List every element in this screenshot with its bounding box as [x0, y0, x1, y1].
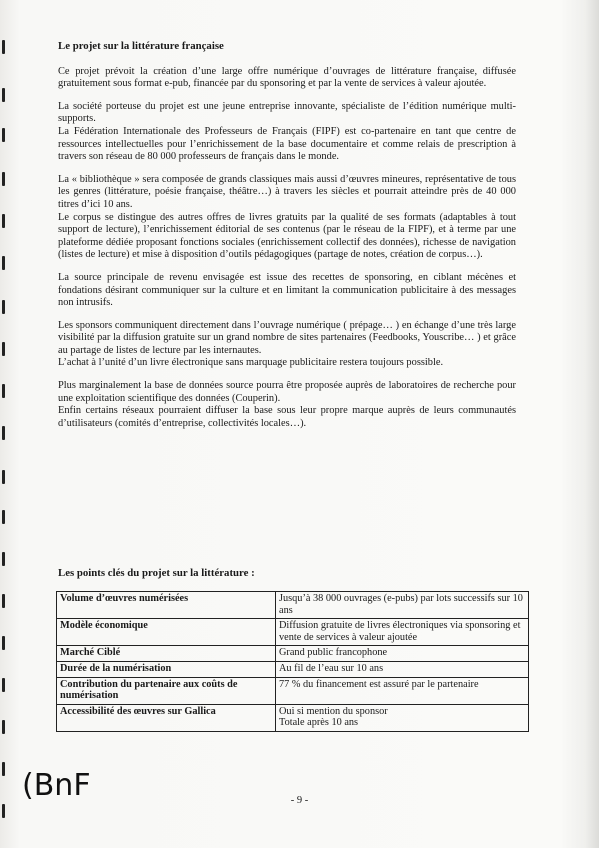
binding-mark: [2, 384, 5, 398]
binding-mark: [2, 636, 5, 650]
key-label: Durée de la numérisation: [57, 661, 276, 677]
binding-mark: [2, 426, 5, 440]
key-label: Contribution du partenaire aux coûts de numérisation: [57, 677, 276, 704]
page-edge-shadow: [585, 0, 599, 848]
key-points-table: [56, 591, 529, 732]
key-value: Grand public francophone: [276, 646, 529, 662]
key-label: Modèle économique: [57, 619, 276, 646]
paragraph-bibliotheque: La « bibliothèque » sera composée de grands classiques mais aussi d’œuvres mineures, représentative de tous les genres (littérature, poésie française, théâtre…) à travers les siècles et pourrait atteindre près de 40 000 titres d’ici 10 ans.: [58, 173, 516, 210]
logo-bracket: (: [22, 768, 34, 803]
paragraph-sponsors: Les sponsors communiquent directement dans l’ouvrage numérique ( prépage… ) en échange d’une très large visibilité par la diffusion gratuite sur un grand nombre de sites partenaires (Feedbooks, Youscribe… ) et grâce au partage de listes de lecture par les internautes.: [58, 319, 516, 356]
key-value-line: Oui si mention du sponsor: [279, 705, 388, 717]
binding-mark: [2, 88, 5, 102]
table-row: [57, 677, 529, 704]
paragraph-revenue: La source principale de revenu envisagée est issue des recettes de sponsoring, en ciblant mécènes et fondations désirant communiquer sur la culture et en limitant la communication publicitaire à des messages non intrusifs.: [58, 271, 516, 309]
page-number: - 9 -: [290, 795, 309, 806]
table-row: [57, 661, 529, 677]
key-value-line: Totale après 10 ans: [279, 717, 359, 729]
main-text: [58, 40, 516, 440]
binding-mark: [2, 470, 5, 484]
table-row: [57, 704, 529, 731]
key-label: Marché Ciblé: [57, 646, 276, 662]
key-points-title: Les points clés du projet sur la littérature :: [58, 567, 255, 579]
binding-mark: [2, 172, 5, 186]
key-value: Jusqu’à 38 000 ouvrages (e-pubs) par lots successifs sur 10 ans: [276, 592, 529, 619]
binding-mark: [2, 214, 5, 228]
binding-marks: [0, 0, 10, 848]
binding-mark: [2, 300, 5, 314]
binding-mark: [2, 128, 5, 142]
paragraph-networks: Enfin certains réseaux pourraient diffuser la base sous leur propre marque auprès de leurs communautés d’utilisateurs (comités d’entreprise, collectivités locales…).: [58, 405, 516, 429]
key-value: 77 % du financement est assuré par le partenaire: [276, 677, 529, 704]
binding-mark: [2, 804, 5, 818]
key-label: Volume d’œuvres numérisées: [57, 592, 276, 619]
binding-mark: [2, 720, 5, 734]
key-label: Accessibilité des œuvres sur Gallica: [57, 704, 276, 731]
binding-mark: [2, 40, 5, 54]
logo-text: BnF: [33, 768, 91, 803]
paragraph-purchase: L’achat à l’unité d’un livre électronique sans marquage publicitaire restera toujours possible.: [58, 357, 444, 369]
section-title: Le projet sur la littérature française: [58, 40, 224, 52]
binding-mark: [2, 552, 5, 566]
paragraph-research: Plus marginalement la base de données source pourra être proposée auprès de laboratoires de recherche pour une exploitation scientifique des données (Couperin).: [58, 380, 516, 404]
key-value: Au fil de l’eau sur 10 ans: [276, 661, 529, 677]
table-row: [57, 646, 529, 662]
binding-mark: [2, 342, 5, 356]
paragraph-intro: Ce projet prévoit la création d’une large offre numérique d’ouvrages de littérature française, diffusée gratuitement sous format e-pub, financée par du sponsoring et par la vente de services à valeur ajoutée.: [58, 65, 516, 90]
key-value: [276, 704, 529, 731]
binding-mark: [2, 762, 5, 776]
binding-mark: [2, 510, 5, 524]
paragraph-company: La société porteuse du projet est une jeune entreprise innovante, spécialiste de l’édition numérique multi-supports.: [58, 100, 516, 125]
paragraph-fipf: La Fédération Internationale des Professeurs de Français (FIPF) est co-partenaire en tant que centre de ressources intellectuelles pour l’enrichissement de la base documentaire et comme relais de prescription à travers son réseau de 80 000 professeurs de français dans le monde.: [58, 125, 516, 163]
binding-mark: [2, 678, 5, 692]
table-row: [57, 592, 529, 619]
paragraph-corpus: Le corpus se distingue des autres offres de livres gratuits par la qualité de ses formats (adaptables à tout support de lecture), l’enrichissement éditorial de ses contenus (par le réseau de la FIPF), et à terme par une plateforme dédiée proposant fonctions sociales (enrichissement collectif des données), richesse de navigation (listes de lecture) et mise à disposition d’outils pédagogiques (partage de notes, création de corpus…).: [58, 211, 516, 261]
binding-mark: [2, 594, 5, 608]
key-value: Diffusion gratuite de livres électroniques via sponsoring et vente de services à valeur ajoutée: [276, 619, 529, 646]
table-row: [57, 619, 529, 646]
binding-mark: [2, 256, 5, 270]
